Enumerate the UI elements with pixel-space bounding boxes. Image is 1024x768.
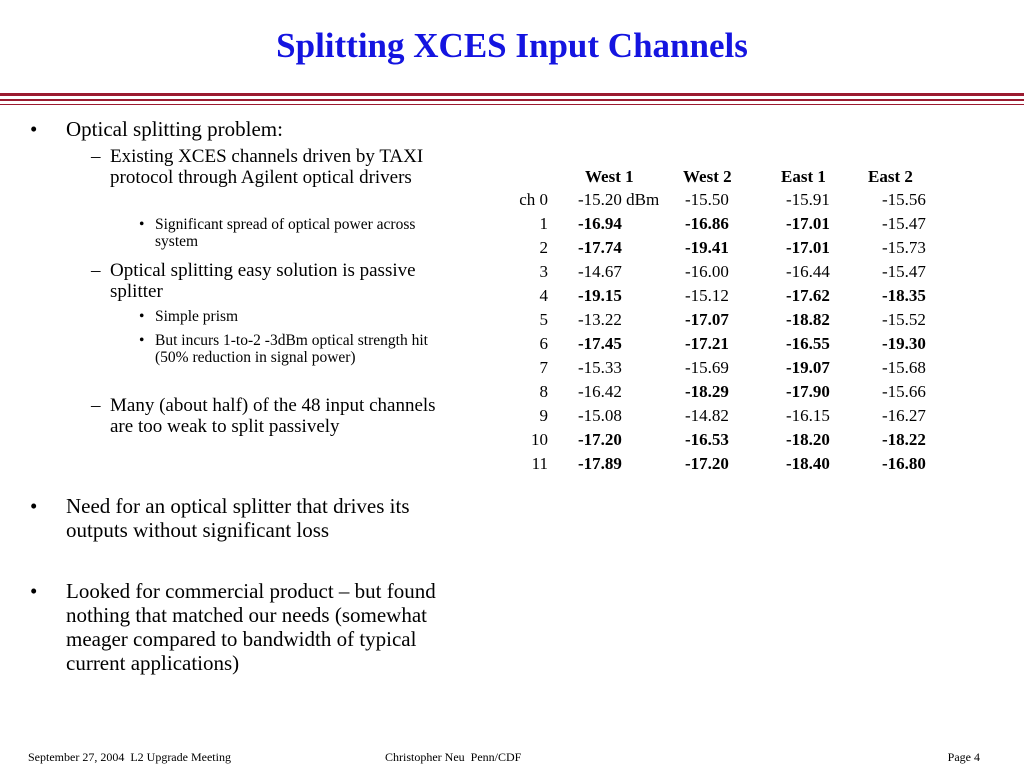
- table-row: [0, 382, 1024, 405]
- channel-label: 5: [539, 310, 548, 329]
- slide-title: Splitting XCES Input Channels: [276, 26, 748, 65]
- footer-date-meeting: September 27, 2004 L2 Upgrade Meeting: [28, 750, 231, 764]
- column-header-west-2: West 2: [683, 167, 732, 186]
- cell-east-2: -15.47: [882, 262, 926, 281]
- bullet-icon: •: [30, 494, 38, 518]
- footer-page-number: Page 4: [947, 750, 980, 764]
- cell-west-2: -16.86: [685, 214, 729, 233]
- cell-west-1: -17.20: [578, 430, 622, 449]
- cell-west-2: -14.82: [685, 406, 729, 425]
- channel-label: 4: [539, 286, 548, 305]
- cell-west-1: -14.67: [578, 262, 622, 281]
- cell-east-1: -17.90: [786, 382, 830, 401]
- cell-west-2: -17.20: [685, 454, 729, 473]
- sub-bullet-text: Existing XCES channels driven by TAXI protocol through Agilent optical drivers: [110, 146, 424, 188]
- cell-west-1: -15.08: [578, 406, 622, 425]
- cell-west-2: -15.12: [685, 286, 729, 305]
- channel-label: 6: [539, 334, 548, 353]
- sub-bullet-text: Optical splitting easy solution is passive splitter: [110, 260, 416, 302]
- cell-west-1: -13.22: [578, 310, 622, 329]
- sub-bullet-existing-channels: [91, 146, 441, 188]
- cell-east-2: -15.47: [882, 214, 926, 233]
- column-header-west-1: West 1: [585, 167, 634, 186]
- bullet-text: Need for an optical splitter that drives its outputs without significant loss: [66, 494, 410, 542]
- bullet-commercial-product: [30, 579, 470, 675]
- cell-west-1: -15.33: [578, 358, 622, 377]
- cell-east-1: -17.62: [786, 286, 830, 305]
- dash-icon: –: [91, 395, 101, 416]
- dash-icon: –: [91, 260, 101, 281]
- dash-icon: –: [91, 146, 101, 167]
- cell-east-1: -19.07: [786, 358, 830, 377]
- cell-east-2: -15.66: [882, 382, 926, 401]
- bullet-optical-splitting-problem: [30, 117, 470, 141]
- channel-label: ch 0: [519, 190, 548, 209]
- channel-label: 11: [531, 454, 548, 473]
- bullet-icon: •: [30, 579, 38, 603]
- cell-west-2: -16.00: [685, 262, 729, 281]
- bullet-need-splitter: [30, 494, 470, 542]
- column-header-east-1: East 1: [781, 167, 826, 186]
- channel-label: 7: [539, 358, 548, 377]
- cell-east-1: -16.15: [786, 406, 830, 425]
- cell-west-1: -17.45: [578, 334, 622, 353]
- title-rule-bottom: [0, 104, 1024, 105]
- cell-east-2: -16.27: [882, 406, 926, 425]
- cell-west-1: -16.94: [578, 214, 622, 233]
- channel-label: 1: [539, 214, 548, 233]
- cell-west-2: -19.41: [685, 238, 729, 257]
- cell-east-1: -18.20: [786, 430, 830, 449]
- cell-east-1: -16.55: [786, 334, 830, 353]
- table-row: [0, 406, 1024, 429]
- bullet-icon: •: [139, 308, 145, 325]
- table-row: [0, 334, 1024, 357]
- cell-east-1: -18.82: [786, 310, 830, 329]
- table-row: [0, 238, 1024, 261]
- channel-label: 3: [539, 262, 548, 281]
- title-rule-middle: [0, 99, 1024, 101]
- cell-west-2: -15.50: [685, 190, 729, 209]
- table-row: [0, 214, 1024, 237]
- table-row: [0, 454, 1024, 477]
- cell-east-2: -15.52: [882, 310, 926, 329]
- cell-west-2: -18.29: [685, 382, 729, 401]
- column-header-east-2: East 2: [868, 167, 913, 186]
- bullet-text: Looked for commercial product – but found nothing that matched our needs (somewhat meager compared to bandwidth of typical current applications): [66, 579, 436, 675]
- channel-label: 9: [539, 406, 548, 425]
- bullet-icon: •: [139, 332, 145, 349]
- cell-west-1: -16.42: [578, 382, 622, 401]
- table-row: [0, 190, 1024, 213]
- sub-sub-bullet-text: Simple prism: [155, 308, 239, 325]
- cell-west-2: -17.21: [685, 334, 729, 353]
- table-row: [0, 430, 1024, 453]
- cell-east-2: -18.22: [882, 430, 926, 449]
- cell-east-2: -15.56: [882, 190, 926, 209]
- channel-label: 10: [531, 430, 548, 449]
- cell-west-1: -19.15: [578, 286, 622, 305]
- table-row: [0, 358, 1024, 381]
- cell-west-2: -17.07: [685, 310, 729, 329]
- cell-east-1: -15.91: [786, 190, 830, 209]
- cell-west-1: -17.89: [578, 454, 622, 473]
- sub-sub-bullet-text: But incurs 1-to-2 -3dBm optical strength hit (50% reduction in signal power): [155, 332, 428, 366]
- channel-label: 2: [539, 238, 548, 257]
- sub-bullet-text: Many (about half) of the 48 input channels are too weak to split passively: [110, 395, 436, 437]
- table-row: [0, 262, 1024, 285]
- cell-east-1: -16.44: [786, 262, 830, 281]
- sub-sub-bullet-text: Significant spread of optical power across system: [155, 216, 416, 250]
- cell-west-2: -16.53: [685, 430, 729, 449]
- channel-label: 8: [539, 382, 548, 401]
- table-row: [0, 310, 1024, 333]
- cell-east-2: -15.68: [882, 358, 926, 377]
- cell-east-1: -18.40: [786, 454, 830, 473]
- bullet-text: Optical splitting problem:: [66, 117, 283, 141]
- bullet-icon: •: [30, 117, 38, 141]
- cell-west-2: -15.69: [685, 358, 729, 377]
- title-rule-top: [0, 93, 1024, 96]
- cell-east-1: -17.01: [786, 214, 830, 233]
- table-row: [0, 286, 1024, 309]
- cell-east-2: -16.80: [882, 454, 926, 473]
- cell-west-1: -15.20 dBm: [578, 190, 660, 209]
- cell-east-1: -17.01: [786, 238, 830, 257]
- cell-east-2: -19.30: [882, 334, 926, 353]
- cell-west-1: -17.74: [578, 238, 622, 257]
- cell-east-2: -15.73: [882, 238, 926, 257]
- bullet-icon: •: [139, 216, 145, 233]
- cell-east-2: -18.35: [882, 286, 926, 305]
- footer-author: Christopher Neu Penn/CDF: [385, 750, 522, 764]
